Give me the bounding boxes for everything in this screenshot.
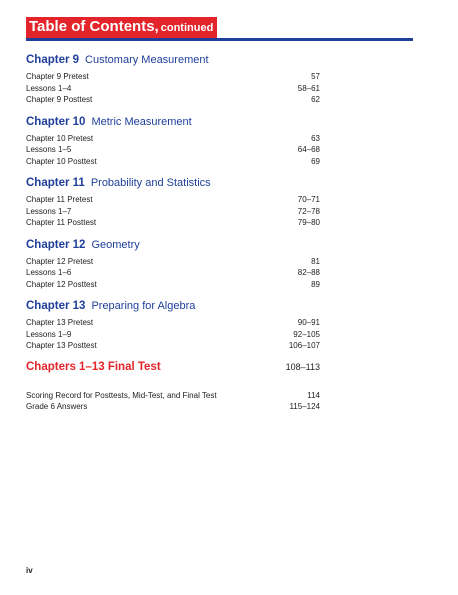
- page-number: iv: [26, 566, 33, 575]
- chapter-title: Geometry: [91, 238, 140, 251]
- entry-pages: 115–124: [289, 402, 320, 411]
- chapter-section: [26, 299, 320, 352]
- entry-pages: 82–88: [297, 268, 320, 277]
- table-of-contents: [26, 53, 320, 413]
- entry-pages: 90–91: [297, 318, 320, 327]
- entry-label: Chapter 13 Posttest: [26, 341, 97, 350]
- entry-label: Lessons 1–4: [26, 83, 72, 93]
- chapter-number: Chapter 9: [26, 54, 80, 66]
- chapter-section: [26, 53, 320, 106]
- entry-label: Chapter 12 Pretest: [26, 256, 94, 266]
- entry-pages: 57: [311, 72, 320, 81]
- toc-entry[interactable]: [26, 340, 320, 352]
- chapter-title: Customary Measurement: [85, 54, 209, 66]
- entry-pages: 89: [311, 279, 320, 289]
- toc-title-banner: [26, 17, 217, 38]
- final-test-pages: 108–113: [285, 361, 320, 372]
- entry-pages: 64–68: [297, 145, 320, 154]
- chapter-heading[interactable]: [26, 53, 320, 68]
- toc-entry[interactable]: [26, 267, 320, 279]
- chapter-section: [26, 238, 320, 291]
- entry-label: Chapter 11 Pretest: [26, 195, 93, 204]
- chapter-section: [26, 115, 320, 168]
- chapter-number: Chapter 11: [26, 177, 85, 189]
- toc-entry[interactable]: [26, 94, 320, 106]
- chapter-number: Chapter 13: [26, 300, 86, 312]
- chapter-heading[interactable]: [26, 238, 320, 253]
- entry-pages: 62: [311, 95, 320, 104]
- toc-entry[interactable]: [26, 317, 320, 329]
- toc-entry[interactable]: [26, 206, 320, 218]
- entry-pages: 63: [311, 133, 320, 143]
- chapter-title: Metric Measurement: [91, 115, 192, 128]
- chapter-heading[interactable]: [26, 115, 320, 130]
- entry-label: Chapter 12 Posttest: [26, 279, 97, 289]
- toc-entry[interactable]: [26, 156, 320, 168]
- entry-pages: 69: [311, 156, 320, 166]
- entry-label: Chapter 10 Pretest: [26, 133, 94, 143]
- entry-pages: 70–71: [297, 195, 320, 204]
- chapter-number: Chapter 10: [26, 115, 86, 128]
- chapter-title: Probability and Statistics: [90, 177, 211, 189]
- toc-entry[interactable]: [26, 217, 320, 229]
- entry-pages: 81: [311, 256, 320, 266]
- toc-entry[interactable]: [26, 133, 320, 145]
- entry-label: Lessons 1–7: [26, 206, 72, 216]
- entry-label: Lessons 1–9: [26, 329, 72, 339]
- entry-label: Grade 6 Answers: [26, 402, 88, 411]
- header-rule: [26, 38, 413, 41]
- entry-label: Chapter 10 Posttest: [26, 156, 97, 166]
- toc-entry[interactable]: [26, 279, 320, 291]
- entry-pages: 114: [307, 390, 320, 400]
- final-test-label: Chapters 1–13 Final Test: [26, 360, 161, 373]
- entry-label: Lessons 1–6: [26, 268, 72, 277]
- entry-label: Lessons 1–5: [26, 145, 72, 154]
- entry-label: Chapter 13 Pretest: [26, 318, 94, 327]
- chapter-heading[interactable]: [26, 176, 320, 191]
- toc-entry[interactable]: [26, 144, 320, 156]
- toc-entry[interactable]: [26, 256, 320, 268]
- chapter-number: Chapter 12: [26, 238, 86, 251]
- chapter-heading[interactable]: [26, 299, 320, 314]
- entry-pages: 92–105: [293, 329, 320, 339]
- entry-pages: 58–61: [297, 83, 320, 93]
- toc-entry[interactable]: [26, 71, 320, 83]
- entry-pages: 106–107: [288, 341, 320, 350]
- chapter-section: [26, 176, 320, 229]
- entry-label: Chapter 11 Posttest: [26, 218, 97, 227]
- toc-title: Table of Contents,: [29, 18, 159, 35]
- toc-title-continued: continued: [160, 22, 214, 34]
- toc-entry[interactable]: [26, 329, 320, 341]
- entry-pages: 79–80: [297, 218, 320, 227]
- entry-pages: 72–78: [297, 206, 320, 216]
- chapter-title: Preparing for Algebra: [91, 300, 196, 312]
- toc-entry[interactable]: [26, 194, 320, 206]
- final-test-entry[interactable]: [26, 361, 320, 373]
- entry-label: Chapter 9 Pretest: [26, 72, 89, 81]
- entry-label: Chapter 9 Posttest: [26, 95, 93, 104]
- toc-entry[interactable]: [26, 83, 320, 95]
- toc-entry-scoring-record[interactable]: [26, 390, 320, 402]
- entry-label: Scoring Record for Posttests, Mid-Test, and Final Test: [26, 390, 217, 400]
- toc-entry-answers[interactable]: [26, 401, 320, 413]
